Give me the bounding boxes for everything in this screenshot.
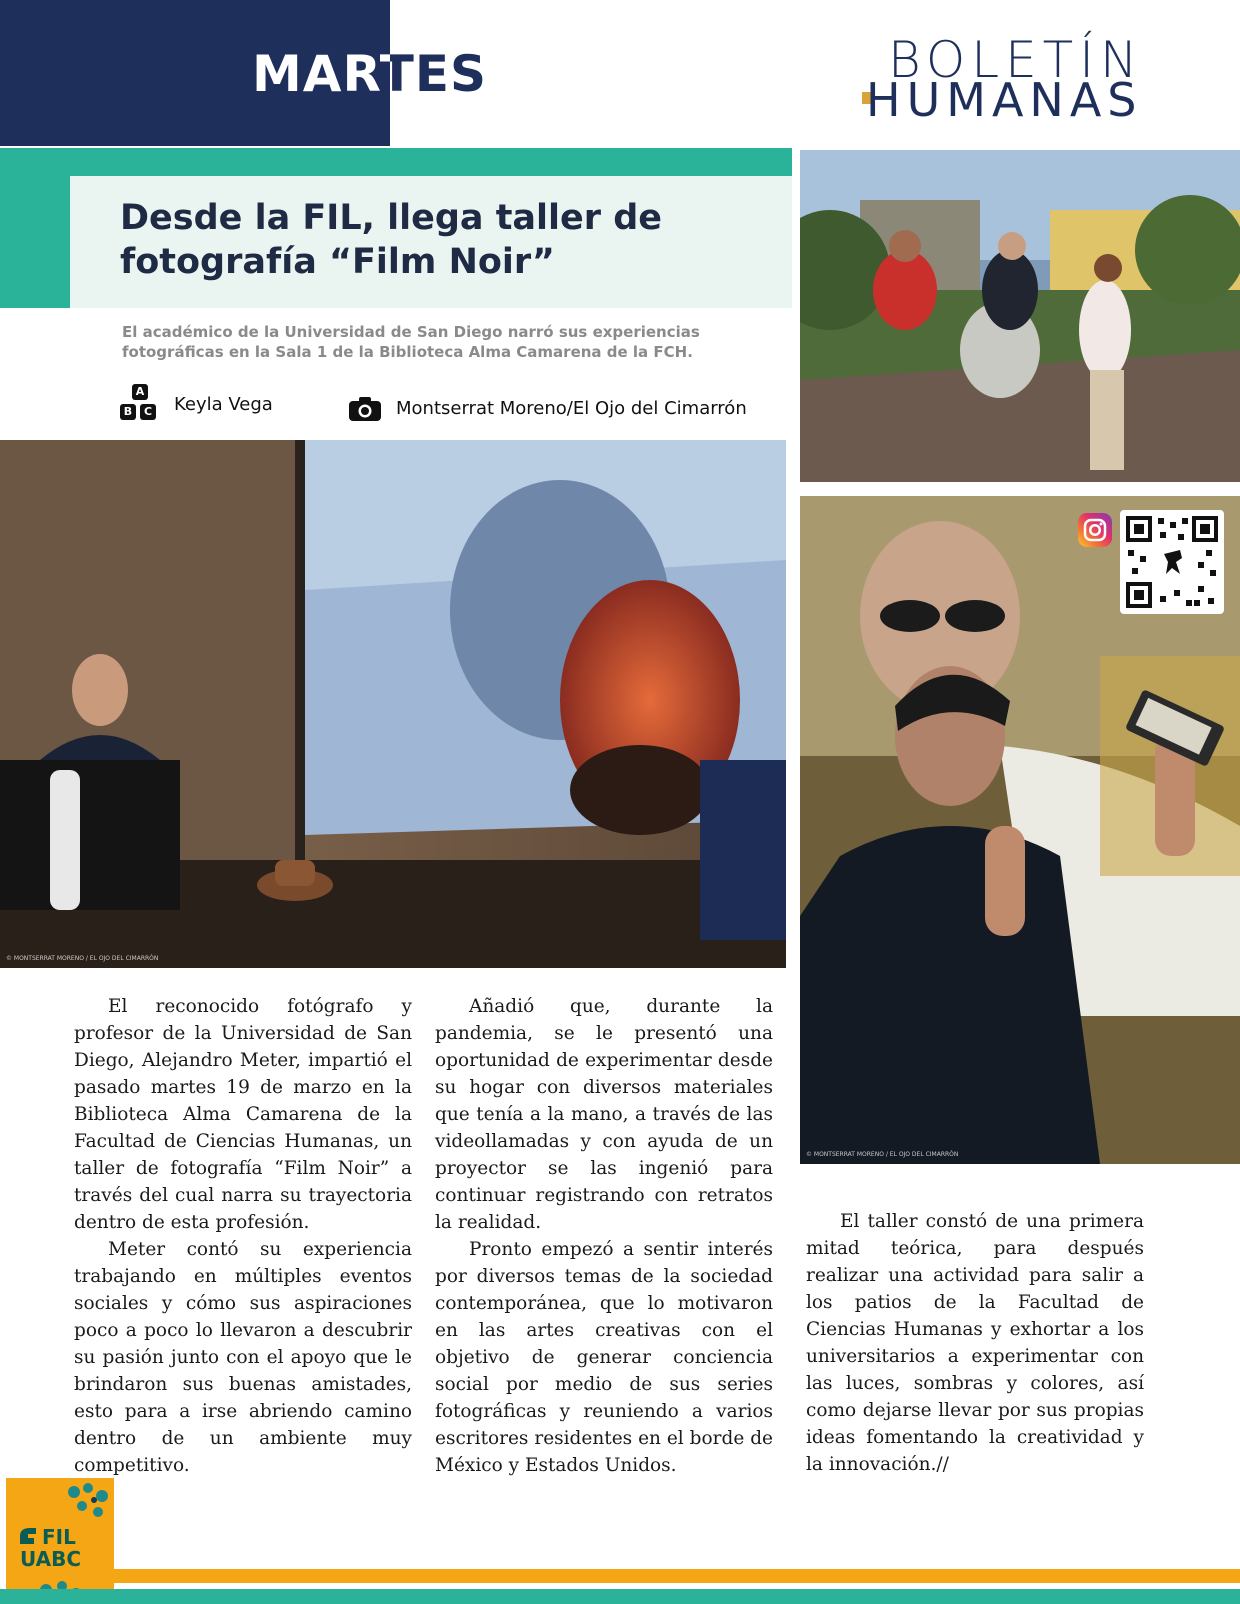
photo-patio-activity <box>800 150 1240 482</box>
photo-credit-speaker: © MONTSERRAT MORENO / EL OJO DEL CIMARRÓN <box>806 1151 959 1158</box>
paragraph: Añadió que, durante la pandemia, se le presentó una oportunidad de experimentar desde su hogar con diversos materiales que tenía a la mano, a través de las videollamadas y con ayuda de un proyector se las ingenió para continuar registrando con retratos la realidad. <box>435 996 773 1233</box>
photo-patio-illustration <box>800 150 1240 482</box>
photographer-credit: Montserrat Moreno/El Ojo del Cimarrón <box>396 398 747 419</box>
paragraph: Pronto empezó a sentir interés por diversos temas de la sociedad contemporánea, que lo motivaron en las artes creativas con el objetivo de generar conciencia social por medio de sus series fotográficas y reuniendo a varios escritores residentes en el borde de México y Estados Unidos. <box>435 1239 773 1476</box>
paragraph: Meter contó su experiencia trabajando en múltiples eventos sociales y cómo sus aspiraciones poco a poco lo llevaron a descubrir su pasión junto con el apoyo que le brindaron sus buenas amistades, esto para a irse abriendo camino dentro de un ambiente muy competitivo. <box>74 1239 412 1476</box>
camera-icon <box>348 396 382 422</box>
photo-workshop-illustration <box>0 440 786 968</box>
instagram-icon[interactable] <box>1078 513 1112 547</box>
paragraph: El taller constó de una primera mitad teórica, para después realizar una actividad para salir a los patios de la Facultad de Ciencias Humanas y exhortar a los universitarios a experimentar con las luces, sombras y colores, así como dejarse llevar por sus propias ideas fomentando la creatividad y la innovación.// <box>806 1211 1144 1475</box>
footer-teal-bar <box>0 1589 1240 1604</box>
instagram-glyph <box>1078 513 1112 547</box>
brand-title-line2: HUMANAS <box>866 73 1143 127</box>
photo-workshop-projection <box>0 440 786 968</box>
fil-logo-text <box>20 1525 82 1571</box>
paragraph: El reconocido fotógrafo y profesor de la Universidad de San Diego, Alejandro Meter, impartió el pasado martes 19 de marzo en la Biblioteca Alma Camarena de la Facultad de Ciencias Humanas, un taller de fotografía “Film Noir” a través del cual narra su trayectoria dentro de esta profesión. <box>74 996 412 1233</box>
abc-letter-c: C <box>140 404 156 420</box>
headline-accent-side <box>0 148 70 308</box>
article-column-1 <box>74 993 412 1479</box>
brand-title-line1: BOLETÍN <box>888 31 1144 89</box>
fil-logo-line2: UABC <box>20 1547 82 1571</box>
abc-letter-b: B <box>120 404 136 420</box>
fil-uabc-logo <box>6 1478 114 1600</box>
day-label: MARTES <box>252 45 487 103</box>
article-column-2 <box>435 993 773 1479</box>
headline-accent-bar <box>0 148 792 176</box>
fil-logo-line1: FIL <box>42 1525 76 1549</box>
abc-letter-a: A <box>132 384 148 400</box>
qr-code[interactable] <box>1120 510 1224 614</box>
abc-icon <box>120 384 160 424</box>
footer-orange-bar <box>114 1569 1240 1583</box>
photo-credit-main: © MONTSERRAT MORENO / EL OJO DEL CIMARRÓN <box>6 955 159 962</box>
qr-code-graphic <box>1120 510 1224 614</box>
article-column-3 <box>806 1208 1144 1478</box>
article-lead: El académico de la Universidad de San Diego narró sus experiencias fotográficas en la Sala 1 de la Biblioteca Alma Camarena de la FCH. <box>122 323 700 361</box>
author-name: Keyla Vega <box>174 394 273 415</box>
article-headline: Desde la FIL, llega taller de fotografía “Film Noir” <box>120 198 663 282</box>
